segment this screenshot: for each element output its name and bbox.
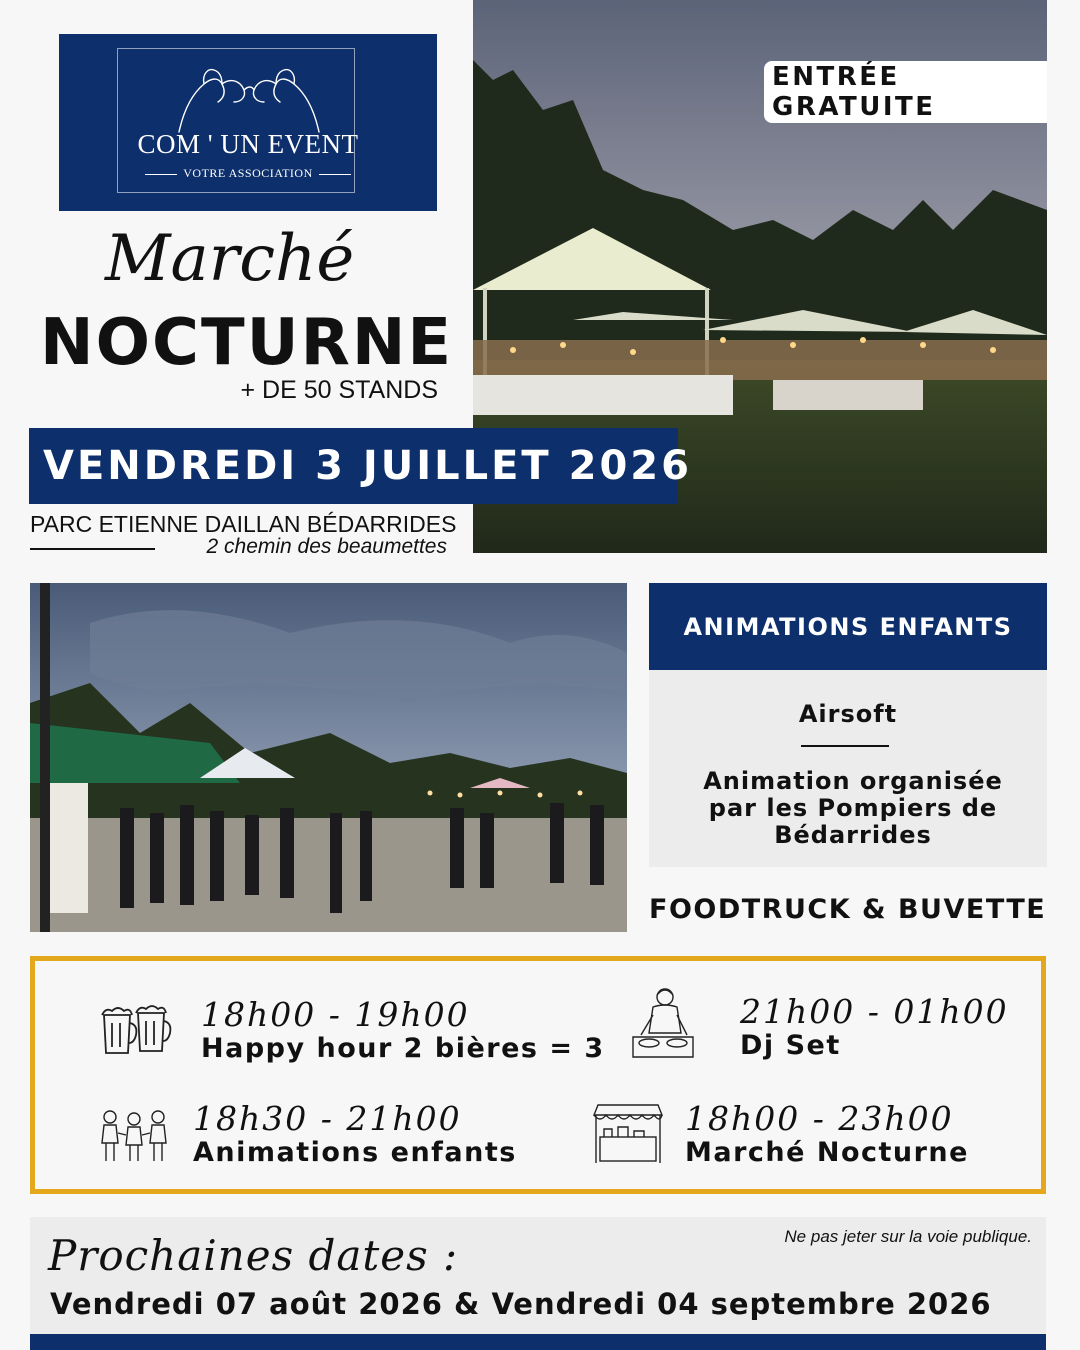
title-main: NOCTURNE	[40, 306, 454, 380]
programme-time: 18h00 - 23h00	[685, 1099, 954, 1138]
photo-crowd	[30, 583, 627, 932]
programme-box	[30, 956, 1046, 1194]
venue-name: PARC ETIENNE DAILLAN BÉDARRIDES	[30, 511, 457, 537]
programme-label: Happy hour 2 bières = 3	[201, 1033, 605, 1064]
market-stall-icon	[588, 1101, 668, 1167]
animations-box	[649, 670, 1047, 867]
animation-pompiers: Animation organisée par les Pompiers de Bédarrides	[703, 767, 1003, 849]
beer-mugs-icon	[98, 1003, 174, 1059]
children-icon	[98, 1107, 170, 1165]
animations-heading: ANIMATIONS ENFANTS	[649, 583, 1047, 670]
free-entry-badge: ENTRÉE GRATUITE	[764, 61, 1047, 123]
next-dates-title: Prochaines dates :	[48, 1231, 459, 1280]
programme-item-dj-set	[740, 994, 1009, 1062]
programme-label: Animations enfants	[193, 1137, 517, 1168]
address-divider	[30, 548, 155, 550]
stands-count: + DE 50 STANDS	[240, 376, 438, 404]
next-dates: Vendredi 07 août 2026 & Vendredi 04 septembre 2026	[50, 1287, 992, 1321]
logo-subtitle: VOTRE ASSOCIATION	[59, 166, 437, 181]
animation-airsoft: Airsoft	[798, 700, 898, 728]
logo-brand: COM ' UN EVENT	[137, 129, 359, 159]
footer-bar	[30, 1334, 1046, 1350]
programme-item-animations	[193, 1101, 517, 1169]
programme-item-happy-hour	[201, 997, 605, 1065]
event-date: VENDREDI 3 JUILLET 2026	[29, 428, 678, 504]
litter-notice: Ne pas jeter sur la voie publique.	[784, 1227, 1032, 1246]
pinky-promise-hands-icon	[174, 64, 324, 134]
programme-time: 18h30 - 21h00	[193, 1099, 462, 1138]
programme-label: Dj Set	[740, 1030, 841, 1061]
foodtruck-buvette: FOODTRUCK & BUVETTE	[649, 894, 1047, 925]
dj-icon	[629, 985, 699, 1065]
footer	[30, 1217, 1046, 1350]
programme-time: 18h00 - 19h00	[201, 995, 470, 1034]
venue-address: 2 chemin des beaumettes	[206, 535, 447, 558]
title-script: Marché	[105, 222, 355, 296]
programme-time: 21h00 - 01h00	[740, 992, 1009, 1031]
programme-label: Marché Nocturne	[685, 1137, 969, 1168]
logo	[59, 34, 437, 211]
animation-divider	[801, 745, 889, 747]
programme-item-marche	[685, 1101, 969, 1169]
